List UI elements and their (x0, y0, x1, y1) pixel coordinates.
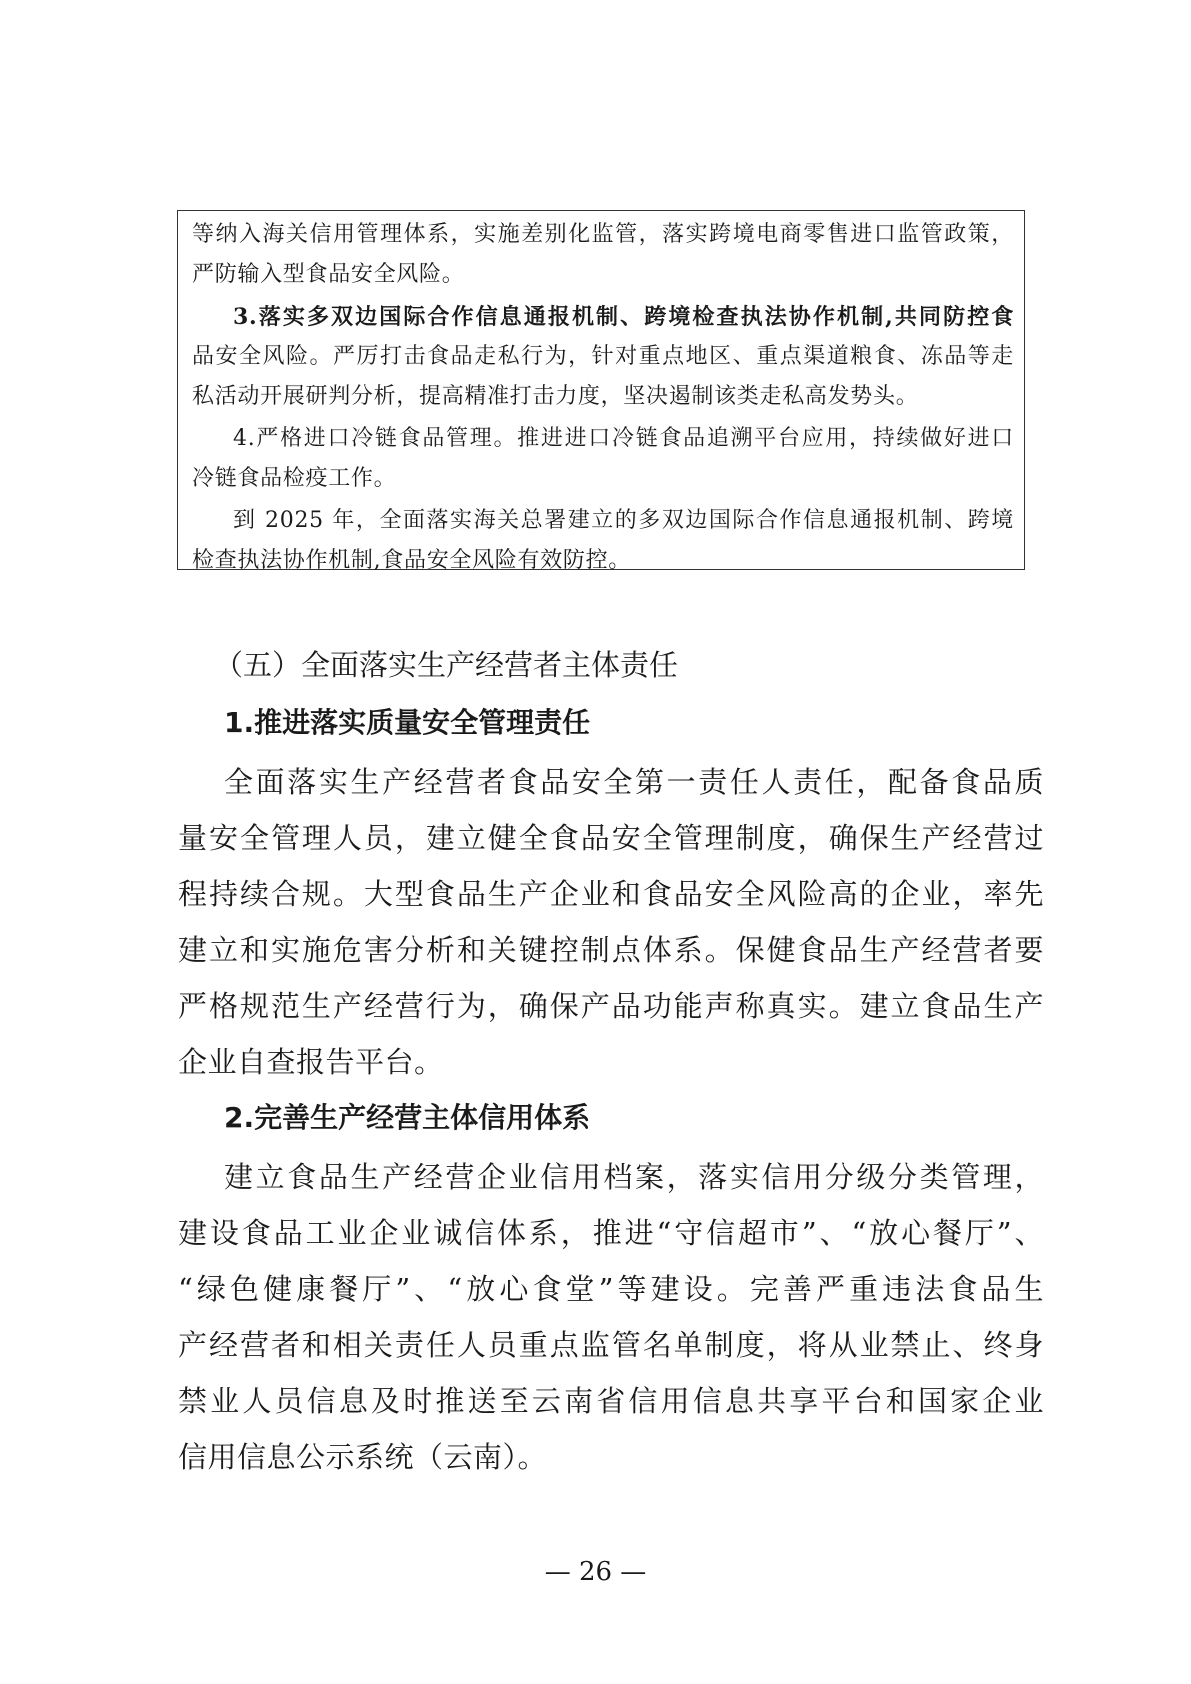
box-line-bold-lead: 3.落实多双边国际合作信息通报机制、跨境检查执法协作机制,共同防控食 (233, 304, 1014, 330)
subsection-title-1: 1.推进落实质量安全管理责任 (224, 706, 591, 739)
box-line: 到 2025 年，全面落实海关总署建立的多双边国际合作信息通报机制、跨境 (233, 508, 1014, 533)
page-number: — 26 — (544, 1557, 647, 1587)
box-line: 检查执法协作机制,食品安全风险有效防控。 (192, 548, 631, 573)
paragraph-line: 严格规范生产经营行为，确保产品功能声称真实。建立食品生产 (178, 989, 1044, 1023)
box-line: 等纳入海关信用管理体系，实施差别化监管，落实跨境电商零售进口监管政策， (192, 222, 1014, 247)
box-line: 私活动开展研判分析，提高精准打击力度，坚决遏制该类走私高发势头。 (192, 384, 919, 409)
box-line: 品安全风险。严厉打击食品走私行为，针对重点地区、重点渠道粮食、冻品等走 (192, 344, 1014, 369)
box-line: 严防输入型食品安全风险。 (192, 262, 465, 287)
section-title: （五）全面落实生产经营者主体责任 (214, 648, 679, 682)
paragraph-line: 量安全管理人员，建立健全食品安全管理制度，确保生产经营过 (178, 821, 1044, 855)
paragraph-line: 信用信息公示系统（云南）。 (178, 1440, 548, 1474)
paragraph-line: 产经营者和相关责任人员重点监管名单制度，将从业禁止、终身 (178, 1328, 1044, 1362)
paragraph-line: 企业自查报告平台。 (178, 1045, 444, 1079)
paragraph-line: “绿色健康餐厅”、“放心食堂”等建设。完善严重违法食品生 (178, 1272, 1044, 1306)
paragraph-line: 程持续合规。大型食品生产企业和食品安全风险高的企业，率先 (178, 877, 1044, 911)
paragraph-line: 禁业人员信息及时推送至云南省信用信息共享平台和国家企业 (178, 1384, 1044, 1418)
subsection-title-2: 2.完善生产经营主体信用体系 (224, 1101, 591, 1134)
paragraph-line: 全面落实生产经营者食品安全第一责任人责任，配备食品质 (224, 765, 1044, 799)
box-line: 4.严格进口冷链食品管理。推进进口冷链食品追溯平台应用，持续做好进口 (233, 426, 1014, 451)
paragraph-line: 建立和实施危害分析和关键控制点体系。保健食品生产经营者要 (178, 933, 1044, 967)
paragraph-line: 建设食品工业企业诚信体系，推进“守信超市”、“放心餐厅”、 (178, 1216, 1044, 1250)
box-line: 冷链食品检疫工作。 (192, 466, 397, 491)
paragraph-line: 建立食品生产经营企业信用档案，落实信用分级分类管理， (224, 1160, 1044, 1194)
boxed-text-panel (177, 210, 1025, 573)
